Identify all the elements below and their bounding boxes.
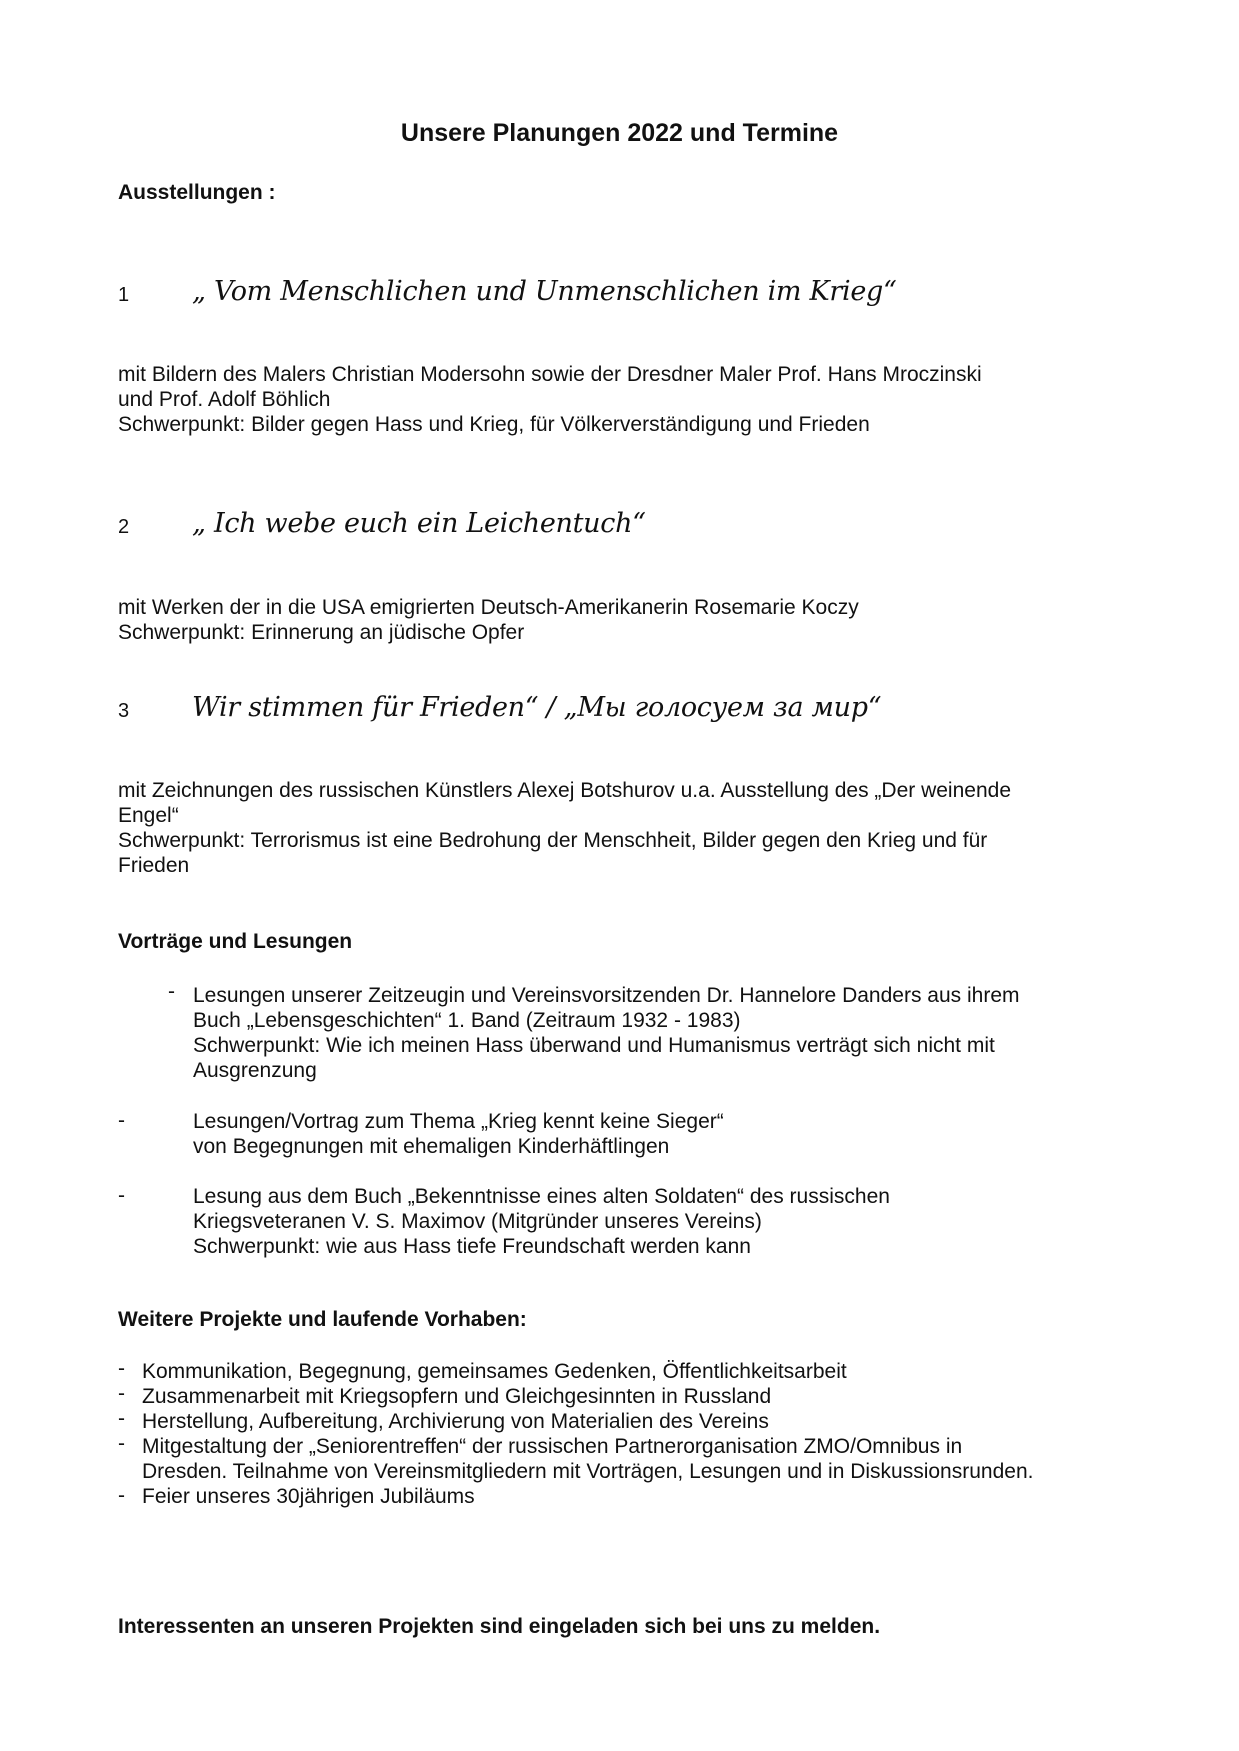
list-dash: - — [118, 1407, 125, 1430]
project-item-4 — [142, 1434, 1033, 1484]
exhibition-1-description — [118, 362, 982, 437]
project-line: Dresden. Teilnahme von Vereinsmitgliedern mit Vorträgen, Lesungen und in Diskussionsrunden. — [142, 1460, 1034, 1483]
exhibition-2-number: 2 — [118, 516, 130, 538]
description-line: Engel“ — [118, 804, 179, 827]
page-title: Unsere Planungen 2022 und Termine — [400, 119, 839, 147]
exhibitions-heading: Ausstellungen : — [118, 181, 276, 204]
project-line: Feier unseres 30jährigen Jubiläums — [142, 1485, 475, 1508]
lecture-line: Buch „Lebensgeschichten“ 1. Band (Zeitraum 1932 - 1983) — [193, 1009, 741, 1032]
description-line: und Prof. Adolf Böhlich — [118, 388, 331, 411]
description-line: Frieden — [118, 854, 190, 877]
description-line: Schwerpunkt: Erinnerung an jüdische Opfer — [118, 621, 525, 644]
project-item-5 — [142, 1484, 475, 1509]
lecture-line: Lesungen unserer Zeitzeugin und Vereinsvorsitzenden Dr. Hannelore Danders aus ihrem — [193, 984, 1020, 1007]
list-dash: - — [118, 1109, 125, 1132]
project-item-3 — [142, 1409, 769, 1434]
list-dash: - — [168, 980, 175, 1003]
project-line: Mitgestaltung der „Seniorentreffen“ der russischen Partnerorganisation ZMO/Omnibus in — [142, 1435, 963, 1458]
lecture-line: Lesung aus dem Buch „Bekenntnisse eines alten Soldaten“ des russischen — [193, 1185, 890, 1208]
list-dash: - — [118, 1184, 125, 1207]
exhibition-2-description — [118, 595, 859, 645]
description-line: Schwerpunkt: Bilder gegen Hass und Krieg, für Völkerverständigung und Frieden — [118, 413, 870, 436]
list-dash: - — [118, 1432, 125, 1455]
project-item-2 — [142, 1384, 771, 1409]
lecture-line: von Begegnungen mit ehemaligen Kinderhäftlingen — [193, 1135, 670, 1158]
lecture-line: Schwerpunkt: Wie ich meinen Hass überwand und Humanismus verträgt sich nicht mit — [193, 1034, 995, 1057]
lecture-item-1 — [193, 983, 1020, 1083]
lecture-line: Lesungen/Vortrag zum Thema „Krieg kennt keine Sieger“ — [193, 1110, 724, 1133]
project-line: Zusammenarbeit mit Kriegsopfern und Gleichgesinnten in Russland — [142, 1385, 772, 1408]
exhibition-2-title: „ Ich webe euch ein Leichentuch“ — [192, 508, 646, 539]
project-item-1 — [142, 1359, 847, 1384]
list-dash: - — [118, 1484, 125, 1507]
description-line: mit Zeichnungen des russischen Künstlers Alexej Botshurov u.a. Ausstellung des „Der weinende — [118, 779, 1011, 802]
lecture-line: Ausgrenzung — [193, 1059, 317, 1082]
description-line: Schwerpunkt: Terrorismus ist eine Bedrohung der Menschheit, Bilder gegen den Krieg und für — [118, 829, 988, 852]
projects-heading: Weitere Projekte und laufende Vorhaben: — [118, 1308, 527, 1331]
exhibition-1-number: 1 — [118, 284, 130, 306]
description-line: mit Werken der in die USA emigrierten Deutsch-Amerikanerin Rosemarie Koczy — [118, 596, 859, 619]
list-dash: - — [118, 1382, 125, 1405]
exhibition-3-description — [118, 778, 1011, 878]
lecture-line: Kriegsveteranen V. S. Maximov (Mitgründer unseres Vereins) — [193, 1210, 762, 1233]
description-line: mit Bildern des Malers Christian Modersohn sowie der Dresdner Maler Prof. Hans Mroczinski — [118, 363, 982, 386]
lectures-heading: Vorträge und Lesungen — [118, 930, 353, 953]
project-line: Herstellung, Aufbereitung, Archivierung von Materialien des Vereins — [142, 1410, 769, 1433]
exhibition-1-title: „ Vom Menschlichen und Unmenschlichen im Krieg“ — [192, 276, 897, 307]
exhibition-3-number: 3 — [118, 700, 130, 722]
lecture-item-2 — [193, 1109, 724, 1159]
project-line: Kommunikation, Begegnung, gemeinsames Gedenken, Öffentlichkeitsarbeit — [142, 1360, 847, 1383]
closing-note: Interessenten an unseren Projekten sind eingeladen sich bei uns zu melden. — [118, 1615, 881, 1638]
list-dash: - — [118, 1357, 125, 1380]
exhibition-3-title: Wir stimmen für Frieden“ / „Мы голосуем за мир“ — [192, 692, 882, 723]
lecture-line: Schwerpunkt: wie aus Hass tiefe Freundschaft werden kann — [193, 1235, 751, 1258]
lecture-item-3 — [193, 1184, 890, 1259]
